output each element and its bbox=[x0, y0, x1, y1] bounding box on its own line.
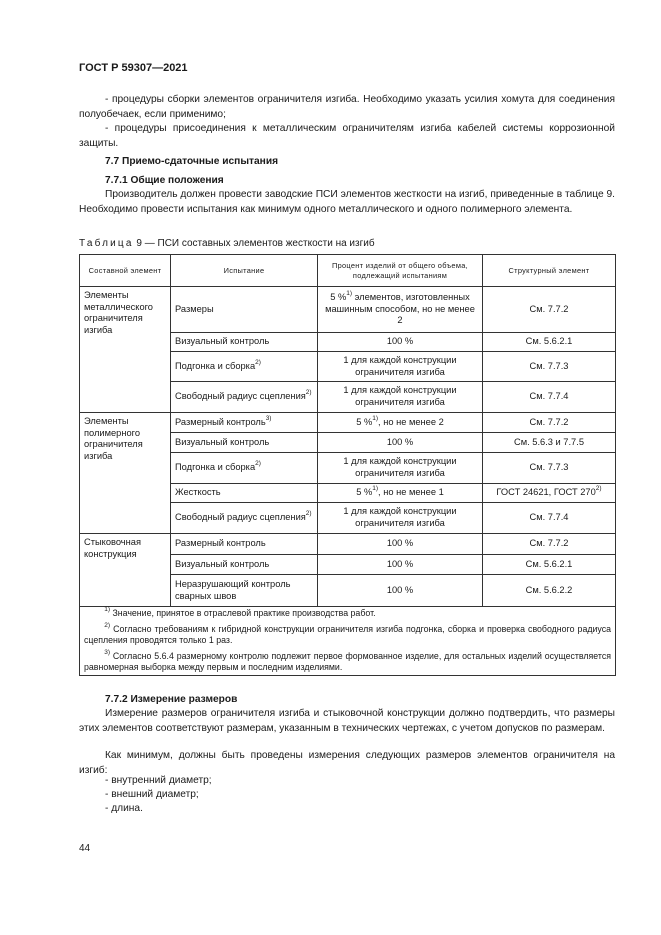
header-percent: Процент изделий от общего объема, подлежащий испытаниям bbox=[318, 255, 483, 287]
table-note: $^{1)}$ Значение, принятое в отраслевой практике производства работ. bbox=[104, 606, 376, 618]
list-item: - длина. bbox=[105, 803, 143, 814]
page-number: 44 bbox=[79, 843, 91, 854]
header-test: Испытание bbox=[171, 255, 318, 287]
section-7-7-1-text: Производитель должен провести заводские ПСИ элементов жесткости на изгиб, приведенные в таблице 9. Необходимо провести испытания как минимум одного металлического и одного полимерного элемента. bbox=[79, 189, 615, 215]
test-cell: Свободный радиус сцепления$^{2)}$ bbox=[171, 503, 318, 534]
table-caption-word: Таблица bbox=[79, 238, 134, 249]
table-row bbox=[80, 287, 616, 333]
section-7-7-2-p1: Измерение размеров ограничителя изгиба и стыковочной конструкции должно подтвердить, что размеры этих элементов соответствуют размерам, указанным в технических чертежах, с учетом допусков по размерам. bbox=[79, 708, 615, 734]
table-caption-text: 9 — ПСИ составных элементов жесткости на изгиб bbox=[136, 238, 375, 249]
percent-cell: 100 % bbox=[318, 555, 483, 575]
percent-cell: 100 % bbox=[318, 575, 483, 607]
table-notes-row bbox=[80, 607, 616, 676]
group-metal: Элементы металлического ограничителя изгиба bbox=[80, 287, 171, 413]
ref-cell: См. 7.7.4 bbox=[483, 503, 616, 534]
table-header-row bbox=[80, 255, 616, 287]
ref-cell: См. 7.7.3 bbox=[483, 352, 616, 382]
ref-cell: См. 7.7.2 bbox=[483, 287, 616, 333]
percent-cell: 100 % bbox=[318, 333, 483, 352]
section-7-7-1-title: 7.7.1 Общие положения bbox=[105, 175, 224, 186]
test-cell: Размерный контроль$^{3)}$ bbox=[171, 413, 318, 433]
percent-cell: 1 для каждой конструкции ограничителя изгиба bbox=[318, 352, 483, 382]
table-row bbox=[80, 413, 616, 433]
percent-cell: 5 %$^{1)}$, но не менее 2 bbox=[318, 413, 483, 433]
header-structural-element: Структурный элемент bbox=[483, 255, 616, 287]
list-item: - внутренний диаметр; bbox=[105, 775, 212, 786]
ref-cell: См. 7.7.3 bbox=[483, 453, 616, 484]
test-cell: Неразрушающий контроль сварных швов bbox=[171, 575, 318, 607]
group-docking: Стыковочная конструкция bbox=[80, 534, 171, 607]
percent-cell: 5 %$^{1)}$ элементов, изготовленных машинным способом, но не менее 2 bbox=[318, 287, 483, 333]
ref-cell: См. 5.6.2.1 bbox=[483, 333, 616, 352]
ref-cell: См. 7.7.2 bbox=[483, 534, 616, 555]
group-polymer: Элементы полимерного ограничителя изгиба bbox=[80, 413, 171, 534]
intro-item-2: - процедуры присоединения к металлическим ограничителям изгиба кабелей системы коррозионной защиты. bbox=[79, 123, 615, 149]
table-note: $^{3)}$ Согласно 5.6.4 размерному контролю подлежит первое формованное изделие, для остальных изделий осуществляется равномерная выборка между первым и последним изделиями. bbox=[84, 648, 611, 673]
table-caption bbox=[79, 238, 375, 249]
ref-cell: См. 7.7.4 bbox=[483, 382, 616, 413]
percent-cell: 5 %$^{1)}$, но не менее 1 bbox=[318, 484, 483, 503]
section-7-7-2-title: 7.7.2 Измерение размеров bbox=[105, 694, 238, 705]
percent-cell: 1 для каждой конструкции ограничителя изгиба bbox=[318, 503, 483, 534]
test-cell: Визуальный контроль bbox=[171, 333, 318, 352]
list-item: - внешний диаметр; bbox=[105, 789, 199, 800]
test-cell: Подгонка и сборка$^{2)}$ bbox=[171, 453, 318, 484]
test-cell: Визуальный контроль bbox=[171, 433, 318, 453]
test-cell: Размерный контроль bbox=[171, 534, 318, 555]
ref-cell: См. 7.7.2 bbox=[483, 413, 616, 433]
test-cell: Визуальный контроль bbox=[171, 555, 318, 575]
percent-cell: 100 % bbox=[318, 534, 483, 555]
ref-cell: См. 5.6.2.2 bbox=[483, 575, 616, 607]
ref-cell: ГОСТ 24621, ГОСТ 270$^{2)}$ bbox=[483, 484, 616, 503]
psi-table bbox=[79, 254, 616, 676]
section-7-7-2-p2: Как минимум, должны быть проведены измерения следующих размеров элементов ограничителя на изгиб: bbox=[79, 750, 615, 776]
ref-cell: См. 5.6.3 и 7.7.5 bbox=[483, 433, 616, 453]
table-row bbox=[80, 534, 616, 555]
intro-item-1: - процедуры сборки элементов ограничителя изгиба. Необходимо указать усилия хомута для соединения полуобечаек, если применимо; bbox=[79, 94, 615, 120]
doc-header-code: ГОСТ Р 59307—2021 bbox=[79, 62, 188, 74]
test-cell: Размеры bbox=[171, 287, 318, 333]
section-7-7-title: 7.7 Приемо-сдаточные испытания bbox=[105, 156, 279, 167]
header-component: Составной элемент bbox=[80, 255, 171, 287]
table-note: $^{2)}$ Согласно требованиям к гибридной конструкции ограничителя изгиба подгонка, сборка и проверка свободного радиуса сцепления проводятся только 1 раз. bbox=[84, 621, 611, 646]
test-cell: Свободный радиус сцепления$^{2)}$ bbox=[171, 382, 318, 413]
table-notes bbox=[80, 607, 616, 676]
percent-cell: 1 для каждой конструкции ограничителя изгиба bbox=[318, 453, 483, 484]
ref-cell: См. 5.6.2.1 bbox=[483, 555, 616, 575]
percent-cell: 1 для каждой конструкции ограничителя изгиба bbox=[318, 382, 483, 413]
test-cell: Подгонка и сборка$^{2)}$ bbox=[171, 352, 318, 382]
test-cell: Жесткость bbox=[171, 484, 318, 503]
percent-cell: 100 % bbox=[318, 433, 483, 453]
